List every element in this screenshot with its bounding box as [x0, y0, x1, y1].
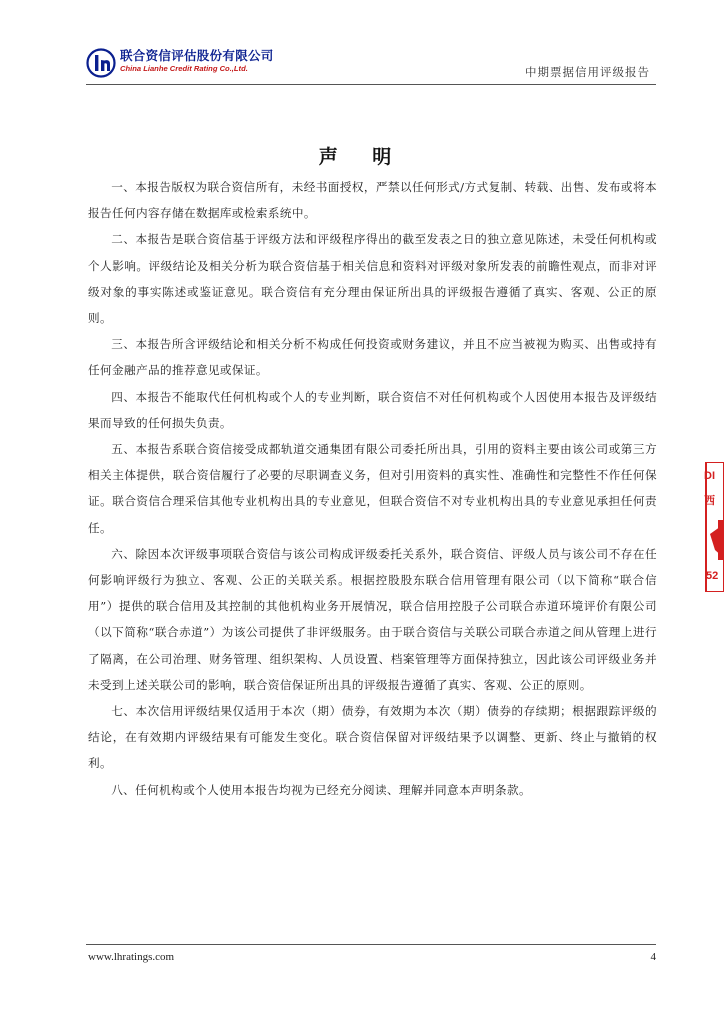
- header-divider: [86, 84, 656, 85]
- stamp-text-mid: 西: [704, 495, 715, 507]
- page-number: 4: [650, 951, 656, 963]
- statement-paragraph: 八、任何机构或个人使用本报告均视为已经充分阅读、理解并同意本声明条款。: [111, 782, 531, 797]
- statement-paragraph: 三、本报告所含评级结论和相关分析不构成任何投资或财务建议，并且不应当被视为购买、出售或持有任何金融产品的推荐意见或保证。: [88, 337, 657, 378]
- statement-body: [88, 174, 657, 803]
- statement-paragraph: 一、本报告版权为联合资信所有，未经书面授权，严禁以任何形式/方式复制、转载、出售、发布或将本报告任何内容存储在数据库或检索系统中。: [88, 180, 657, 221]
- lianhe-logo-icon: [86, 48, 116, 78]
- page-title: 声 明: [318, 146, 406, 168]
- statement-paragraph: 四、本报告不能取代任何机构或个人的专业判断，联合资信不对任何机构或个人因使用本报告及评级结果而导致的任何损失负责。: [88, 389, 657, 430]
- statement-paragraph: 六、除因本次评级事项联合资信与该公司构成评级委托关系外，联合资信、评级人员与该公司不存在任何影响评级行为独立、客观、公正的关联关系。根据控股股东联合信用管理有限公司（以下简称“联合信用”）提供的联合信用及其控制的其他机构业务开展情况，联合信用控股子公司联合赤道环境评价有限公司（以下简称“联合赤道”）为该公司提供了非评级服务。由于联合资信与关联公司联合赤道之间从管理上进行了隔离，在公司治理、财务管理、组织架构、人员设置、档案管理等方面保持独立，因此该公司评级业务并未受到上述关联公司的影响，联合资信保证所出具的评级报告遵循了真实、客观、公正的原则。: [88, 546, 657, 692]
- stamp-text-top: DI: [704, 470, 715, 482]
- statement-paragraph: 七、本次信用评级结果仅适用于本次（期）债券，有效期为本次（期）债券的存续期；根据跟踪评级的结论，在有效期内评级结果有可能发生变化。联合资信保留对评级结果予以调整、更新、终止与撤销的权利。: [88, 704, 657, 771]
- page-header: [86, 44, 656, 86]
- footer-website: www.lhratings.com: [88, 951, 175, 963]
- statement-paragraph: 二、本报告是联合资信基于评级方法和评级程序得出的截至发表之日的独立意见陈述，未受任何机构或个人影响。评级结论及相关分析为联合资信基于相关信息和资料对评级对象所发表的前瞻性观点，而非对评级对象的事实陈述或鉴证意见。联合资信有充分理由保证所出具的评级报告遵循了真实、客观、公正的原则。: [88, 232, 657, 326]
- statement-paragraph: 五、本报告系联合资信接受成都轨道交通集团有限公司委托所出具，引用的资料主要由该公司或第三方相关主体提供，联合资信履行了必要的尽职调查义务，但对引用资料的真实性、准确性和完整性不作任何保证。联合资信合理采信其他专业机构出具的专业意见，但联合资信不对专业机构出具的专业意见承担任何责任。: [88, 442, 657, 535]
- logo-company-name-en: China Lianhe Credit Rating Co.,Ltd.: [120, 64, 248, 73]
- footer-divider: [86, 944, 656, 945]
- report-type-title: 中期票据信用评级报告: [525, 65, 650, 79]
- stamp-text-bottom: 52: [706, 570, 719, 582]
- company-logo: [86, 46, 276, 80]
- logo-company-name-cn: 联合资信评估股份有限公司: [120, 48, 274, 63]
